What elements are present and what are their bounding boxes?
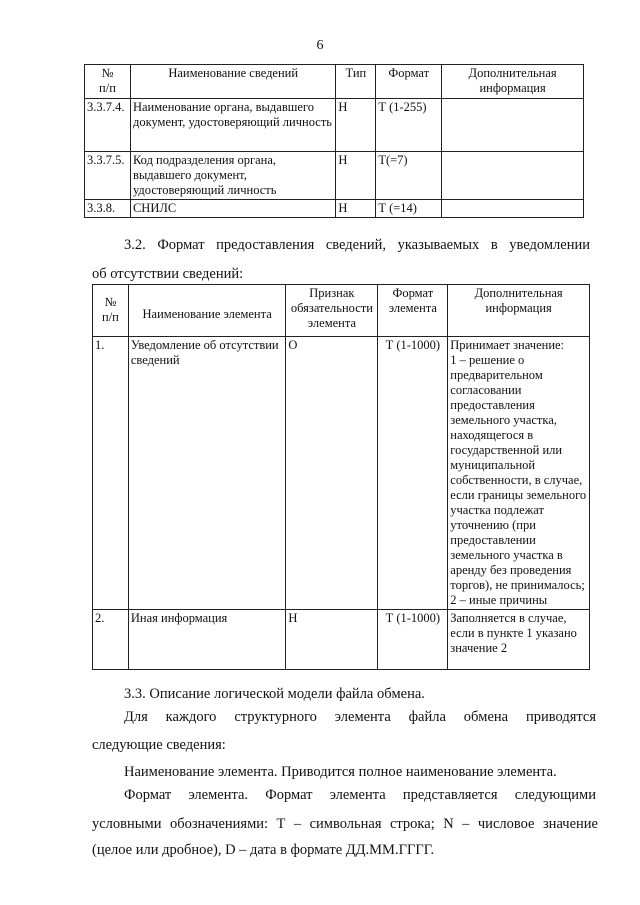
col-header: Признак обязательности элемента bbox=[286, 285, 378, 337]
cell: Н bbox=[336, 152, 376, 200]
cell: Н bbox=[336, 99, 376, 152]
paragraph: Формат элемента. Формат элемента представляется следующими bbox=[124, 787, 596, 803]
col-header: № п/п bbox=[93, 285, 129, 337]
cell: 3.3.7.4. bbox=[85, 99, 131, 152]
paragraph: Наименование элемента. Приводится полное наименование элемента. bbox=[124, 764, 557, 780]
cell bbox=[442, 99, 584, 152]
cell bbox=[442, 200, 584, 218]
col-header: Формат элемента bbox=[378, 285, 448, 337]
page-number: 6 bbox=[316, 38, 324, 53]
cell: Код подразделения органа, выдавшего документ, удостоверяющий личность bbox=[130, 152, 335, 200]
cell: Н bbox=[336, 200, 376, 218]
col-header: Дополнительная информация bbox=[442, 65, 584, 99]
cell: Т (1-255) bbox=[376, 99, 442, 152]
cell: Принимает значение: 1 – решение о предварительном согласовании предоставления земельного участка, находящегося в государственной или муниципальной собственности, в случае, если границы земельного участка подлежат уточнению (при предоставлении земельного участка в аренду без проведения торгов), не принималось; 2 – иные причины bbox=[448, 337, 590, 610]
col-header: Наименование элемента bbox=[128, 285, 286, 337]
table-elements-cont bbox=[84, 64, 584, 218]
paragraph: условными обозначениями: Т – символьная строка; N – числовое значение bbox=[92, 816, 598, 832]
cell: О bbox=[286, 337, 378, 610]
cell: Н bbox=[286, 610, 378, 670]
cell: Т (1-1000) bbox=[378, 337, 448, 610]
paragraph: (целое или дробное), D – дата в формате ДД.ММ.ГГГГ. bbox=[92, 842, 435, 858]
section-3-2-heading-cont: об отсутствии сведений: bbox=[92, 266, 244, 282]
table-row bbox=[93, 337, 590, 610]
paragraph: следующие сведения: bbox=[92, 737, 226, 753]
col-header: Наименование сведений bbox=[130, 65, 335, 99]
cell: 2. bbox=[93, 610, 129, 670]
table-notification-format bbox=[92, 284, 590, 670]
col-header: Формат bbox=[376, 65, 442, 99]
cell: 3.3.7.5. bbox=[85, 152, 131, 200]
cell: Заполняется в случае, если в пункте 1 указано значение 2 bbox=[448, 610, 590, 670]
table-row bbox=[85, 200, 584, 218]
cell: Наименование органа, выдавшего документ, удостоверяющий личность bbox=[130, 99, 335, 152]
section-3-3-heading: 3.3. Описание логической модели файла обмена. bbox=[124, 686, 425, 702]
cell: СНИЛС bbox=[130, 200, 335, 218]
table-row bbox=[85, 99, 584, 152]
cell: 1. bbox=[93, 337, 129, 610]
table-row bbox=[93, 610, 590, 670]
cell: Т (1-1000) bbox=[378, 610, 448, 670]
cell: Иная информация bbox=[128, 610, 286, 670]
cell: Т (=14) bbox=[376, 200, 442, 218]
table-row bbox=[85, 152, 584, 200]
cell: Т(=7) bbox=[376, 152, 442, 200]
cell bbox=[442, 152, 584, 200]
cell: 3.3.8. bbox=[85, 200, 131, 218]
section-3-2-heading: 3.2. Формат предоставления сведений, указываемых в уведомлении bbox=[124, 237, 590, 253]
cell: Уведомление об отсутствии сведений bbox=[128, 337, 286, 610]
paragraph: Для каждого структурного элемента файла обмена приводятся bbox=[124, 709, 596, 725]
col-header: № п/п bbox=[85, 65, 131, 99]
col-header: Тип bbox=[336, 65, 376, 99]
col-header: Дополнительная информация bbox=[448, 285, 590, 337]
